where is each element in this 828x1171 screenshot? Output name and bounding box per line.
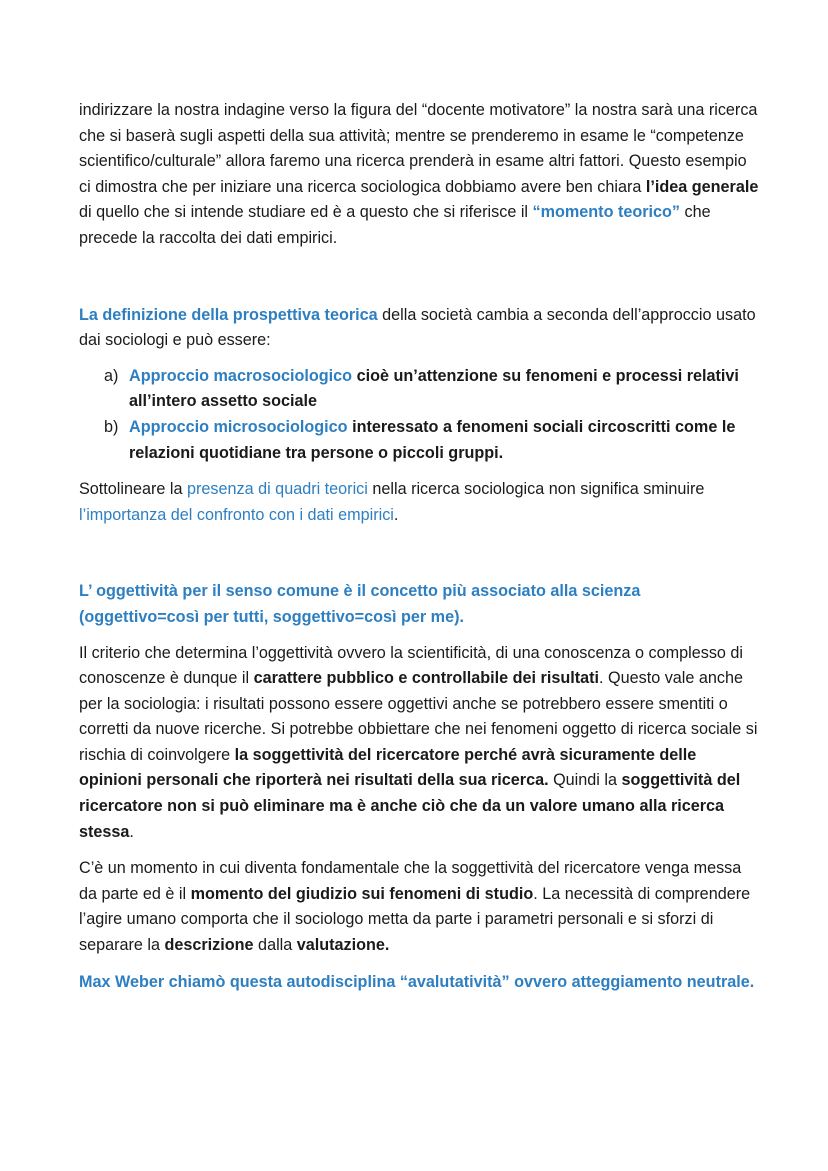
text-run: Quindi la — [548, 771, 622, 790]
bold-idea-generale: l’idea generale — [645, 177, 759, 196]
bold-text: momento del giudizio sui fenomeni di studio — [190, 884, 534, 903]
text-run: . La necessità di comprendere l’agire umano comporta che il sociologo metta da parte i parametri personali e si sforzi di separare la — [79, 884, 751, 955]
bold-approach-description: cioè un’attenzione su fenomeni e processi relativi all’intero assetto sociale — [129, 366, 739, 411]
paragraph-oggettivita — [79, 641, 759, 846]
bold-text: carattere pubblico e controllabile dei risultati — [253, 669, 600, 688]
list-item — [79, 415, 759, 466]
bold-text: soggettività del ricercatore non si può eliminare ma è anche ciò che da un valore umano alla ricerca stessa — [79, 771, 741, 841]
bold-text: descrizione — [164, 936, 254, 955]
highlight-momento-teorico: “momento teorico” — [532, 203, 681, 222]
text-run: nella ricerca sociologica non significa sminuire — [367, 480, 705, 499]
bold-text: la soggettività del ricercatore perché avrà sicuramente delle opinioni personali che riporterà nei risultati della sua ricerca. — [79, 745, 697, 790]
text-run: . Questo vale anche per la sociologia: i risultati possono essere oggettivi anche se potrebbero essere smentiti o corretti da nuove ricerche. Si potrebbe obbiettare che nei fenomeni oggetto di ricerca sociale si rischia di coinvolgere — [79, 669, 758, 764]
text-run: che precede la raccolta dei dati empirici. — [79, 203, 711, 247]
paragraph-momento-teorico — [79, 98, 759, 252]
text-run: C’è un momento in cui diventa fondamentale che la soggettività del ricercatore venga messa da parte ed è il — [79, 859, 742, 903]
text-run: Sottolineare la — [79, 480, 187, 499]
text-run: della società cambia a seconda dell’approccio usato dai sociologi e può essere: — [79, 305, 756, 350]
bold-text: valutazione. — [296, 936, 390, 955]
paragraph-quadri-teorici — [79, 477, 759, 528]
highlight-approach: Approccio macrosociologico — [129, 366, 353, 385]
highlight-approach: Approccio microsociologico — [129, 417, 348, 436]
list-marker: a) — [104, 366, 119, 385]
highlight-quadri-teorici: presenza di quadri teorici — [187, 480, 368, 499]
heading-oggettivita: L’ oggettività per il senso comune è il concetto più associato alla scienza (oggettivo=così per tutti, soggettivo=così per me). — [79, 582, 641, 626]
paragraph-weber: Max Weber chiamò questa autodisciplina “avalutatività” ovvero atteggiamento neutrale. — [79, 972, 755, 991]
paragraph-prospettiva-teorica — [79, 303, 759, 354]
document-page — [79, 98, 759, 995]
highlight-prospettiva-teorica: La definizione della prospettiva teorica — [79, 305, 378, 324]
bold-approach-description: interessato a fenomeni sociali circoscritti come le relazioni quotidiane tra persone o piccoli gruppi. — [129, 417, 736, 462]
text-run: Il criterio che determina l’oggettività ovvero la scientificità, di una conoscenza o complesso di conoscenze è dunque il — [79, 643, 744, 688]
text-run: indirizzare la nostra indagine verso la figura del “docente motivatore” la nostra sarà una ricerca che si baserà sugli aspetti della sua attività; mentre se prenderemo in esame le “competenze scientifico/culturale” allora faremo una ricerca prenderà in esame altri fattori. Questo esempio ci dimostra che per iniziare una ricerca sociologica dobbiamo avere ben chiara — [79, 101, 758, 196]
text-run: dalla — [253, 936, 297, 955]
highlight-dati-empirici: l’importanza del confronto con i dati empirici — [79, 505, 394, 524]
text-run: di quello che si intende studiare ed è a questo che si riferisce il — [79, 203, 533, 222]
paragraph-giudizio — [79, 856, 759, 958]
list-marker: b) — [104, 417, 119, 436]
text-run: . — [393, 505, 399, 524]
approaches-list — [79, 364, 759, 466]
list-item — [79, 364, 759, 415]
text-run: . — [129, 822, 134, 841]
